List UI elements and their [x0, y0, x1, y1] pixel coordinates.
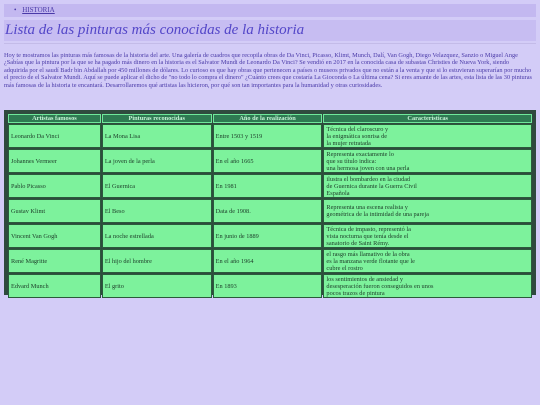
- characteristics-cell: [323, 124, 532, 148]
- artist-cell: Pablo Picasso: [8, 174, 101, 198]
- painting-cell: La noche estrellada: [102, 224, 212, 248]
- characteristics-line: es la manzana verde flotante que le: [326, 257, 415, 265]
- characteristics-cell: [323, 149, 532, 173]
- intro-paragraph: Hoy te mostramos las pinturas más famosas de la historia del arte. Una galería de cuadros que recopila obras de Da Vinci, Picasso, Klimt, Munch, Dalí, Van Gogh, Diego Velazquez, Sanzio o Miguel Ange ¿Sabías que la pintura por la que se ha pagado más dinero en la historia es el Salvator Mundi de Leonardo Da Vinci? Se vendió en 2017 en la conocida casa de subastas Christies de Nueva York, siendo adquirida por el saudí Badr bin Abdallah por 450 millones de dólares. Lo curioso es que hay obras que pertenecen a países o museos privados que no están a la venta y que si lo estuvieran superarían por mucho el precio de el Salvator Mundi. Aquí se puede aplicar el dicho de "no todo lo compra el dinero" ¿Cuánto crees que costaría La Gioconda o La última cena? Si eres amante de las artes, esta lista de las 30 pinturas más famosas de la historia te encantará. Desarrollaremos qué artistas las hicieron, por qué son tan importantes para la humanidad y otras curiosidades.: [4, 52, 532, 89]
- characteristics-line: que su título indica:: [326, 157, 377, 165]
- characteristics-line: sanatorio de Saint Rémy.: [326, 239, 390, 247]
- header-artist: Artistas famosos: [8, 114, 101, 123]
- paintings-table-frame: [4, 110, 536, 295]
- year-cell: En el año 1665: [213, 149, 323, 173]
- artist-cell: René Magritte: [8, 249, 101, 273]
- characteristics-line: de Guernica durante la Guerra Civil: [326, 182, 417, 190]
- characteristics-line: desesperación fueron conseguidos en unos: [326, 282, 434, 290]
- characteristics-cell: [323, 274, 532, 298]
- table-row: [8, 249, 532, 273]
- characteristics-line: geométrica de la intimidad de una pareja: [326, 211, 429, 218]
- nav-item-historia: [14, 4, 536, 17]
- year-cell: En el año 1964: [213, 249, 323, 273]
- characteristics-line: Representa una escena realista y: [326, 204, 408, 211]
- characteristics-line: la enigmática sonrisa de: [326, 132, 388, 140]
- title-banner: [4, 20, 536, 41]
- artist-cell: Gustav Klimt: [8, 199, 101, 223]
- artist-cell: Leonardo Da Vinci: [8, 124, 101, 148]
- painting-cell: El Guernica: [102, 174, 212, 198]
- paintings-table: [7, 113, 533, 299]
- year-cell: Entre 1503 y 1519: [213, 124, 323, 148]
- characteristics-line: pocos trazos de pintura: [326, 289, 385, 297]
- characteristics-cell: [323, 224, 532, 248]
- characteristics-cell: [323, 199, 532, 223]
- characteristics-line: Técnica de impasto, representó la: [326, 225, 411, 233]
- table-row: [8, 224, 532, 248]
- characteristics-line: vista nocturna que tenía desde el: [326, 232, 409, 240]
- characteristics-cell: [323, 249, 532, 273]
- table-row: [8, 274, 532, 298]
- characteristics-line: Representa exactamente lo: [326, 150, 394, 158]
- characteristics-line: el rasgo más llamativo de la obra: [326, 250, 410, 258]
- characteristics-line: ilustra el bombardeo en la ciudad: [326, 175, 411, 183]
- painting-cell: El Beso: [102, 199, 212, 223]
- nav-list: [4, 4, 536, 17]
- table-row: [8, 124, 532, 148]
- characteristics-line: los sentimientos de ansiedad y: [326, 275, 404, 283]
- header-painting: Pinturas reconocidas: [102, 114, 212, 123]
- table-row: [8, 149, 532, 173]
- header-characteristics: Caracteristicas: [323, 114, 532, 123]
- year-cell: Data de 1908.: [213, 199, 323, 223]
- artist-cell: Vincent Van Gogh: [8, 224, 101, 248]
- year-cell: En junio de 1889: [213, 224, 323, 248]
- painting-cell: La joven de la perla: [102, 149, 212, 173]
- characteristics-line: Española: [326, 189, 350, 197]
- year-cell: En 1981: [213, 174, 323, 198]
- characteristics-line: la mujer retratada: [326, 139, 371, 147]
- artist-cell: Edvard Munch: [8, 274, 101, 298]
- page-title: Lista de las pinturas más conocidas de la historia: [5, 22, 305, 38]
- historia-link[interactable]: HISTORIA: [22, 6, 55, 14]
- top-nav: [4, 4, 536, 17]
- title-divider: [4, 43, 536, 44]
- painting-cell: El grito: [102, 274, 212, 298]
- painting-cell: La Mona Lisa: [102, 124, 212, 148]
- characteristics-line: Técnica del claroscuro y: [326, 125, 389, 133]
- table-header-row: [8, 114, 532, 123]
- painting-cell: El hijo del hombre: [102, 249, 212, 273]
- characteristics-line: cubre el rostro: [326, 264, 363, 272]
- table-row: [8, 174, 532, 198]
- year-cell: En 1893: [213, 274, 323, 298]
- table-row: [8, 199, 532, 223]
- characteristics-cell: [323, 174, 532, 198]
- characteristics-line: una hermosa joven con una perla: [326, 164, 410, 172]
- header-year: Año de la realización: [213, 114, 323, 123]
- artist-cell: Johannes Vermeer: [8, 149, 101, 173]
